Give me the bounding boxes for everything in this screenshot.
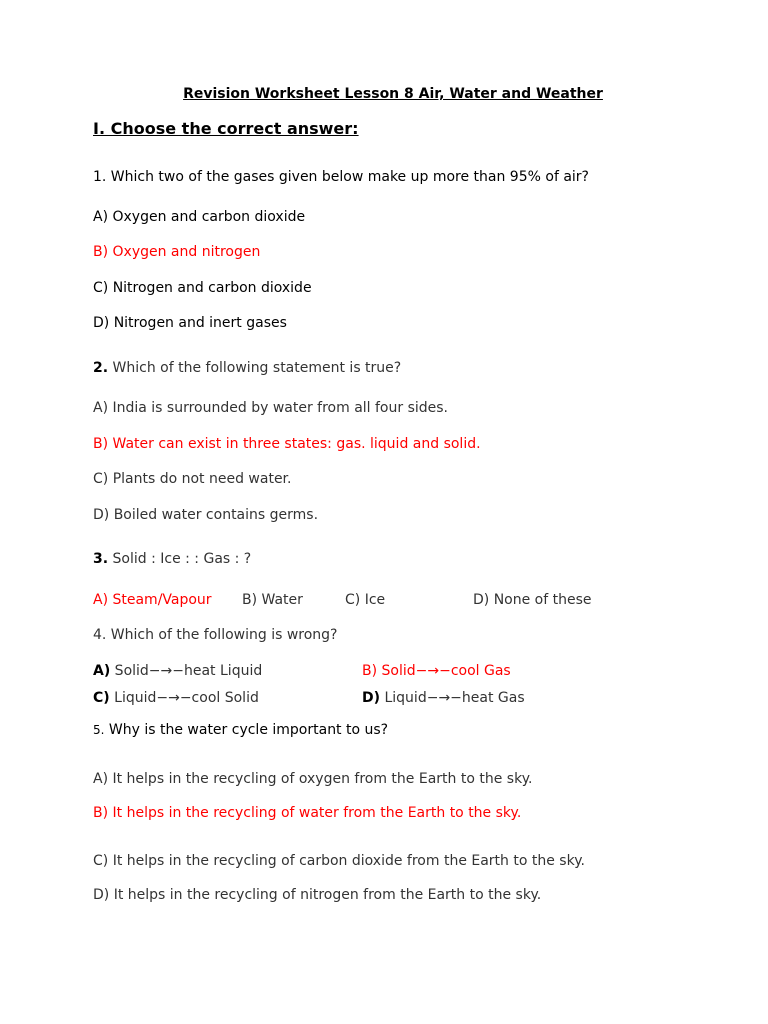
section-heading: I. Choose the correct answer: (93, 119, 359, 138)
question-2-text: Which of the following statement is true? (108, 360, 402, 376)
question-2-option-b-answer: B) Water can exist in three states: gas. liquid and solid. (93, 436, 481, 452)
question-4-option-d (362, 689, 525, 707)
question-4-option-c-letter: C) (93, 690, 110, 706)
question-4-option-d-text: Liquid−→−heat Gas (380, 690, 525, 706)
question-4-option-b-answer: B) Solid−→−cool Gas (362, 663, 511, 679)
question-4-option-c-text: Liquid−→−cool Solid (109, 690, 259, 706)
question-3-option-c: C) Ice (345, 592, 386, 608)
question-1-text: 1. Which two of the gases given below make up more than 95% of air? (93, 169, 589, 185)
question-1-option-b-answer: B) Oxygen and nitrogen (93, 244, 261, 260)
question-3-option-d: D) None of these (473, 592, 592, 608)
question-5-option-b-answer: B) It helps in the recycling of water from the Earth to the sky. (93, 805, 522, 821)
question-3-option-a-answer: A) Steam/Vapour (93, 592, 212, 608)
question-4-number: 4. (93, 627, 107, 643)
question-5-option-c: C) It helps in the recycling of carbon dioxide from the Earth to the sky. (93, 853, 585, 869)
worksheet-title: Revision Worksheet Lesson 8 Air, Water and Weather (183, 86, 603, 102)
question-2-option-c: C) Plants do not need water. (93, 471, 292, 487)
question-5-number: 5. (93, 723, 105, 737)
question-4 (93, 626, 337, 644)
question-3-text: Solid : Ice : : Gas : ? (108, 551, 252, 567)
question-3-number: 3. (93, 551, 109, 567)
question-3 (93, 550, 251, 568)
question-5 (93, 721, 388, 739)
question-4-option-a-letter: A) (93, 663, 111, 679)
question-1-option-a: A) Oxygen and carbon dioxide (93, 209, 306, 225)
question-5-option-a: A) It helps in the recycling of oxygen from the Earth to the sky. (93, 771, 533, 787)
question-3-option-b: B) Water (242, 592, 303, 608)
question-2 (93, 359, 401, 377)
question-1-option-c: C) Nitrogen and carbon dioxide (93, 280, 312, 296)
question-2-option-d: D) Boiled water contains germs. (93, 507, 319, 523)
question-5-option-d: D) It helps in the recycling of nitrogen from the Earth to the sky. (93, 887, 542, 903)
question-2-option-a: A) India is surrounded by water from all four sides. (93, 400, 449, 416)
question-4-option-a (93, 662, 262, 680)
question-4-option-d-letter: D) (362, 690, 381, 706)
question-1-option-d: D) Nitrogen and inert gases (93, 315, 287, 331)
question-4-option-c (93, 689, 259, 707)
question-5-text: Why is the water cycle important to us? (104, 722, 389, 738)
question-2-number: 2. (93, 360, 109, 376)
question-4-option-a-text: Solid−→−heat Liquid (110, 663, 263, 679)
question-4-text: Which of the following is wrong? (106, 627, 338, 643)
